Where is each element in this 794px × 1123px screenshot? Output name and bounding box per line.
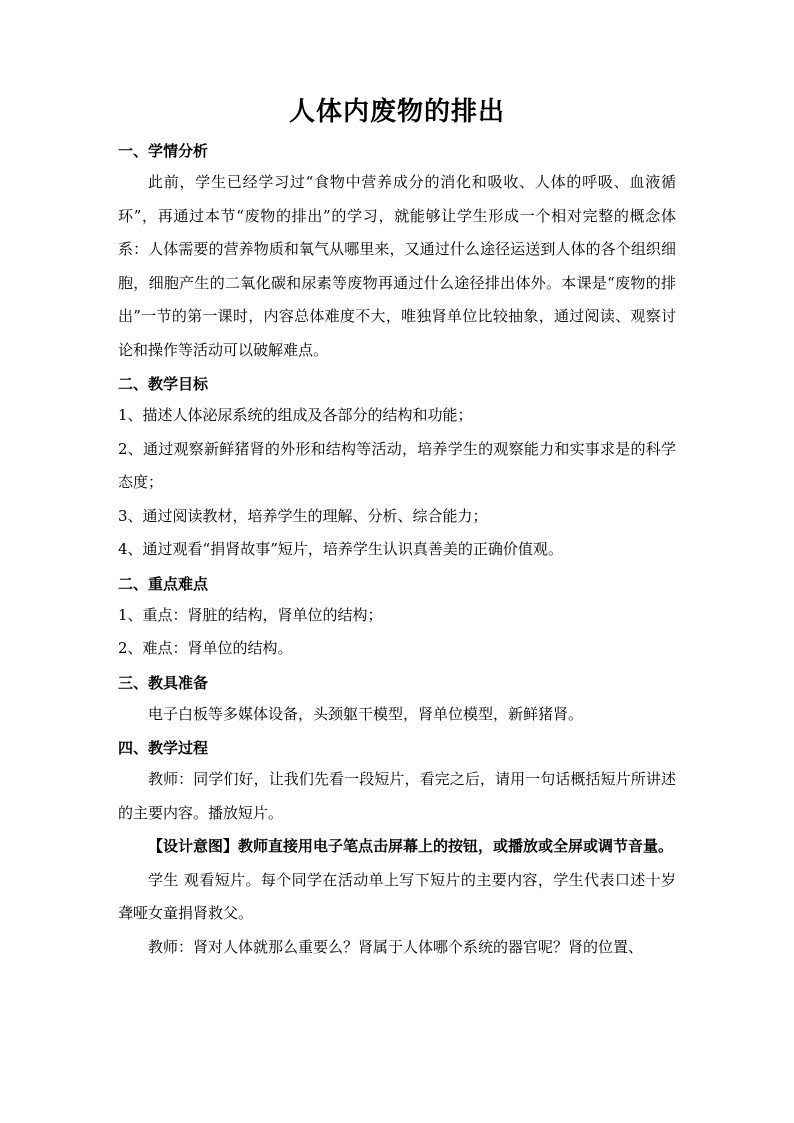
section-heading-process: 四、教学过程 <box>118 739 209 757</box>
section-heading-objectives: 二、教学目标 <box>118 375 209 393</box>
key-point-item: 1、重点：肾脏的结构，肾单位的结构； <box>118 605 383 624</box>
document-title: 人体内废物的排出 <box>288 97 505 127</box>
paragraph-process-3: 教师：肾对人体就那么重要么？肾属于人体哪个系统的器官呢？肾的位置、 <box>148 937 644 956</box>
section-heading-materials: 三、教具准备 <box>118 673 209 692</box>
objective-item: 1、描述人体泌尿系统的组成及各部分的结构和功能； <box>118 406 473 424</box>
section-heading-analysis: 一、学情分析 <box>118 142 209 160</box>
paragraph-process-1: 教师：同学们好，让我们先看一段短片，看完之后，请用一句话概括短片所讲述的主要内容。播放短片。 <box>118 770 676 822</box>
document-page <box>118 92 676 964</box>
objective-item: 2、通过观察新鲜猪肾的外形和结构等活动，培养学生的观察能力和实事求是的科学态度； <box>118 439 676 491</box>
paragraph-materials: 电子白板等多媒体设备，头颈躯干模型，肾单位模型，新鲜猪肾。 <box>148 704 584 723</box>
section-heading-key-points: 二、重点难点 <box>118 574 209 593</box>
paragraph-analysis: 此前，学生已经学习过“食物中营养成分的消化和吸收、人体的呼吸、血液循环”，再通过本节“废物的排出”的学习，就能够让学生形成一个相对完整的概念体系：人体需要的营养物质和氧气从哪里来，又通过什么途径运送到人体的各个组织细胞，细胞产生的二氧化碳和尿素等废物再通过什么途径排出体外。本课是“废物的排出”一节的第一课时，内容总体难度不大，唯独肾单位比较抽象，通过阅读、观察讨论和操作等活动可以破解难点。 <box>118 173 676 359</box>
objective-item: 3、通过阅读教材，培养学生的理解、分析、综合能力； <box>118 506 488 525</box>
objective-item: 4、通过观看“捐肾故事”短片，培养学生认识真善美的正确价值观。 <box>118 540 563 558</box>
paragraph-design-intent: 【设计意图】教师直接用电子笔点击屏幕上的按钮，或播放或全屏或调节音量。 <box>148 837 674 855</box>
paragraph-process-2: 学生 观看短片。每个同学在活动单上写下短片的主要内容，学生代表口述十岁聋哑女童捐肾救父。 <box>118 870 676 922</box>
key-point-item: 2、难点：肾单位的结构。 <box>118 639 293 657</box>
